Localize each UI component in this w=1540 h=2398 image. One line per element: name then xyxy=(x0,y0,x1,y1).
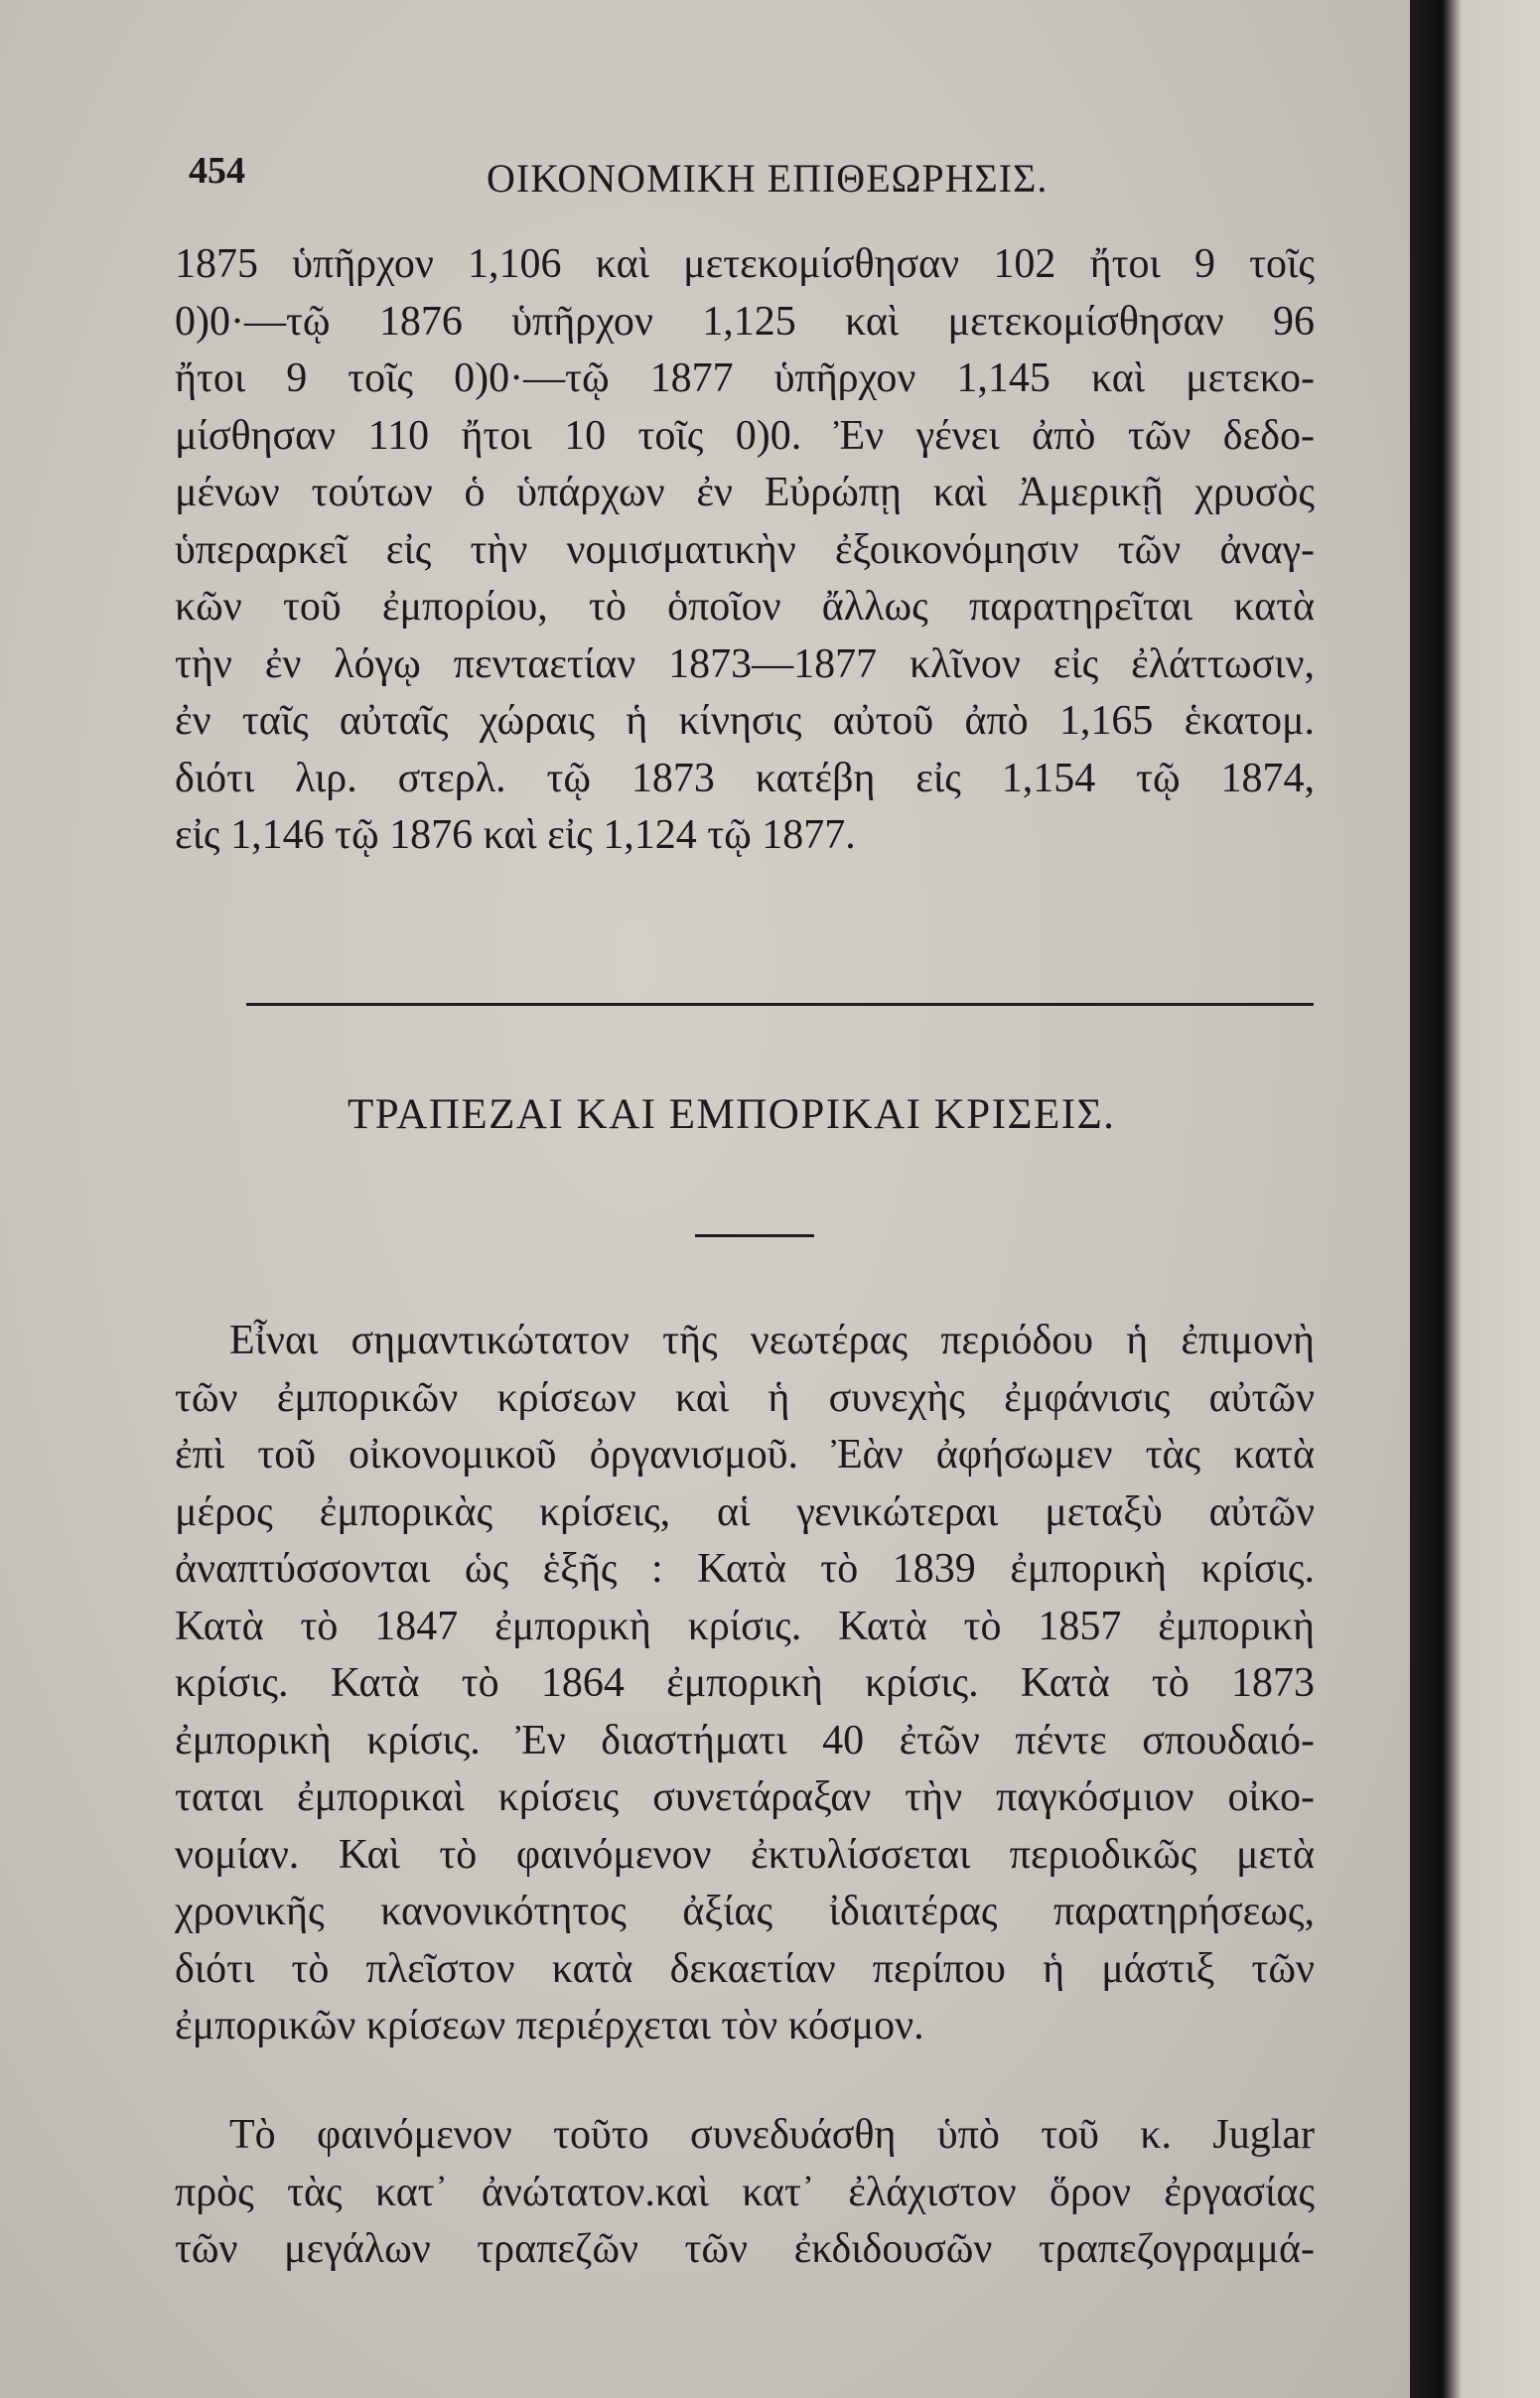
text-line: διότι λιρ. στερλ. τῷ 1873 κατέβη εἰς 1,154 τῷ 1874, xyxy=(175,755,1315,801)
text-line: ὑπεραρκεῖ εἰς τὴν νομισματικὴν ἐξοικονόμησιν τῶν ἀναγ- xyxy=(175,526,1315,573)
section-divider-rule xyxy=(246,1003,1314,1006)
text-line: ἤτοι 9 τοῖς 0)0·—τῷ 1877 ὑπῆρχον 1,145 καὶ μετεκο- xyxy=(175,355,1315,401)
text-line: ταται ἐμπορικαὶ κρίσεις συνετάραξαν τὴν παγκόσμιον οἰκο- xyxy=(175,1774,1315,1820)
text-line: κρίσις. Κατὰ τὸ 1864 ἐμπορικὴ κρίσις. Κατὰ τὸ 1873 xyxy=(175,1660,1315,1706)
text-line: μένων τούτων ὁ ὑπάρχων ἐν Εὐρώπῃ καὶ Ἀμερικῇ χρυσὸς xyxy=(175,470,1315,515)
section-heading: ΤΡΑΠΕΖΑΙ ΚΑΙ ΕΜΠΟΡΙΚΑΙ ΚΡΙΣΕΙΣ. xyxy=(348,1091,1116,1138)
text-line: 1875 ὑπῆρχον 1,106 καὶ μετεκομίσθησαν 102 ἤτοι 9 τοῖς xyxy=(175,241,1315,287)
text-line: ἐμπορικὴ κρίσις. Ἐν διαστήματι 40 ἐτῶν πέντε σπουδαιό- xyxy=(175,1717,1315,1763)
text-line: ἐν ταῖς αὐταῖς χώραις ἡ κίνησις αὐτοῦ ἀπὸ 1,165 ἑκατομ. xyxy=(175,698,1315,744)
text-line: ἐπὶ τοῦ οἰκονομικοῦ ὀργανισμοῦ. Ἐὰν ἀφήσωμεν τὰς κατὰ xyxy=(175,1432,1315,1478)
text-line: τῶν ἐμπορικῶν κρίσεων καὶ ἡ συνεχὴς ἐμφάνισις αὐτῶν xyxy=(175,1374,1315,1421)
text-line: νομίαν. Καὶ τὸ φαινόμενον ἐκτυλίσσεται περιοδικῶς μετὰ xyxy=(175,1831,1315,1878)
text-line: μέρος ἐμπορικὰς κρίσεις, αἱ γενικώτεραι μεταξὺ αὐτῶν xyxy=(175,1488,1315,1535)
page-header xyxy=(189,149,1321,209)
running-title: ΟΙΚΟΝΟΜΙΚΗ ΕΠΙΘΕΩΡΗΣΙΣ. xyxy=(487,156,1049,201)
text-line: ἀναπτύσσονται ὡς ἑξῆς : Κατὰ τὸ 1839 ἐμπορικὴ κρίσις. xyxy=(175,1546,1315,1592)
text-line: πρὸς τὰς κατ᾽ ἀνώτατον.καὶ κατ᾽ ἐλάχιστον ὅρον ἐργασίας xyxy=(175,2169,1315,2215)
text-line: Τὸ φαινόμενον τοῦτο συνεδυάσθη ὑπὸ τοῦ κ. Juglar xyxy=(229,2112,1315,2158)
page-number: 454 xyxy=(189,150,245,192)
text-line: κῶν τοῦ ἐμπορίου, τὸ ὁποῖον ἄλλως παρατηρεῖται κατὰ xyxy=(175,584,1315,630)
text-line: χρονικῆς κανονικότητος ἀξίας ἰδιαιτέρας παρατηρήσεως, xyxy=(175,1889,1315,1934)
text-line: διότι τὸ πλεῖστον κατὰ δεκαετίαν περίπου ἡ μάστιξ τῶν xyxy=(175,1945,1315,1992)
text-line: εἰς 1,146 τῷ 1876 καὶ εἰς 1,124 τῷ 1877. xyxy=(175,812,856,858)
text-line: ἐμπορικῶν κρίσεων περιέρχεται τὸν κόσμον. xyxy=(175,2003,924,2048)
paragraph-3 xyxy=(175,2107,1315,2279)
book-gutter-shadow xyxy=(1410,0,1540,2398)
paragraph-2 xyxy=(175,1313,1315,2055)
paragraph-1 xyxy=(175,236,1315,865)
text-line: Κατὰ τὸ 1847 ἐμπορικὴ κρίσις. Κατὰ τὸ 1857 ἐμπορικὴ xyxy=(175,1603,1315,1649)
text-line: Εἶναι σημαντικώτατον τῆς νεωτέρας περιόδου ἡ ἐπιμονὴ xyxy=(229,1318,1315,1363)
text-line: 0)0·—τῷ 1876 ὑπῆρχον 1,125 καὶ μετεκομίσθησαν 96 xyxy=(175,298,1315,345)
text-line: τῶν μεγάλων τραπεζῶν τῶν ἐκδιδουσῶν τραπεζογραμμά- xyxy=(175,2226,1315,2272)
heading-underline-rule xyxy=(695,1234,814,1237)
text-line: μίσθησαν 110 ἤτοι 10 τοῖς 0)0. Ἐν γένει ἀπὸ τῶν δεδο- xyxy=(175,412,1315,459)
text-line: τὴν ἐν λόγῳ πενταετίαν 1873—1877 κλῖνον εἰς ἐλάττωσιν, xyxy=(175,640,1315,687)
